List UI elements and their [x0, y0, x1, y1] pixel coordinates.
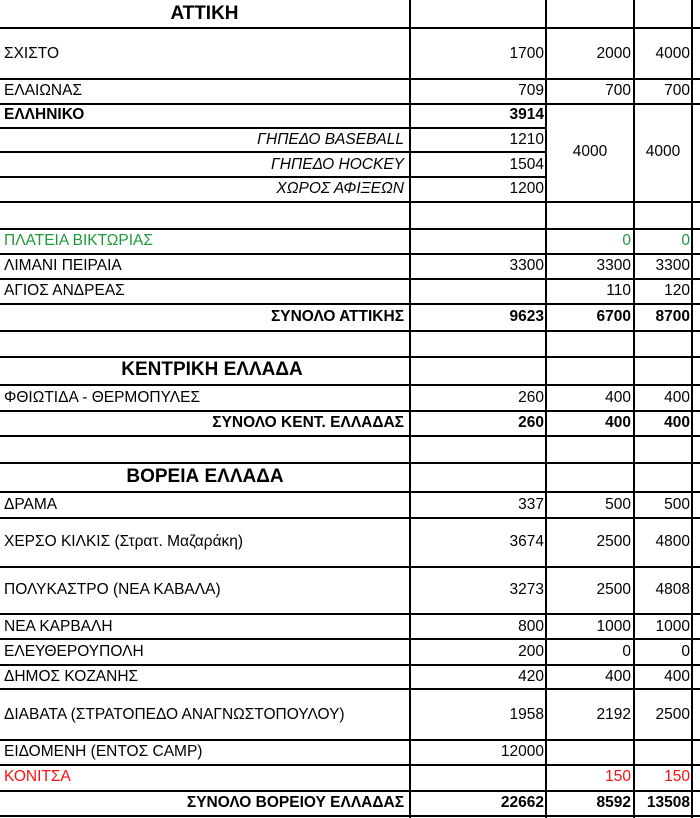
cell-value: 4000	[655, 45, 690, 62]
cell-value: 150	[664, 768, 690, 785]
cell-value: 0	[622, 643, 631, 660]
row-label: ΠΛΑΤΕΙΑ ΒΙΚΤΩΡΙΑΣ	[4, 232, 153, 249]
cell-value: 3914	[509, 106, 544, 123]
sub-row-label: ΓΗΠΕΔΟ HOCKEY	[270, 156, 404, 173]
section-header-voreia: ΒΟΡΕΙΑ ΕΛΛΑΔΑ	[126, 466, 284, 487]
grid-line	[0, 462, 700, 464]
total-value: 6700	[596, 308, 631, 325]
grid-line	[0, 491, 700, 493]
sub-row-label: ΓΗΠΕΔΟ BASEBALL	[257, 131, 404, 148]
grid-line	[0, 78, 700, 80]
total-label: ΣΥΝΟΛΟ ΚΕΝΤ. ΕΛΛΑΔΑΣ	[212, 414, 404, 431]
cell-value: 400	[605, 389, 631, 406]
cell-value: 1700	[509, 45, 544, 62]
merged-cell-value: 4000	[645, 143, 681, 160]
cell-value: 150	[605, 768, 631, 785]
cell-value: 709	[518, 82, 544, 99]
grid-line	[0, 739, 700, 741]
row-label: ΠΟΛΥΚΑΣΤΡΟ (ΝΕΑ ΚΑΒΑΛΑ)	[4, 581, 221, 598]
row-label: ΔΙΑΒΑΤΑ (ΣΤΡΑΤΟΠΕΔΟ ΑΝΑΓΝΩΣΤΟΠΟΥΛΟΥ)	[4, 706, 345, 723]
cell-value: 0	[681, 232, 690, 249]
cell-value: 120	[664, 282, 690, 299]
total-value: 8592	[596, 794, 631, 811]
grid-line	[0, 253, 700, 255]
row-label: ΑΓΙΟΣ ΑΝΔΡΕΑΣ	[4, 282, 125, 299]
row-label: ΕΛΛΗΝΙΚΟ	[4, 106, 85, 123]
grid-line	[545, 0, 547, 818]
row-label: ΕΙΔΟΜΕΝΗ (ΕΝΤΟΣ CAMP)	[4, 743, 203, 760]
cell-value: 4808	[655, 581, 690, 598]
cell-value: 3300	[509, 257, 544, 274]
cell-value: 1000	[596, 618, 631, 635]
cell-value: 3300	[596, 257, 631, 274]
row-label: ΔΗΜΟΣ ΚΟΖΑΝΗΣ	[4, 668, 139, 685]
cell-value: 2500	[596, 533, 631, 550]
total-value: 22662	[500, 794, 544, 811]
grid-line	[0, 228, 700, 230]
total-label: ΣΥΝΟΛΟ ΑΤΤΙΚΗΣ	[270, 308, 404, 325]
cell-value: 1200	[509, 180, 544, 197]
total-label: ΣΥΝΟΛΟ ΒΟΡΕΙΟΥ ΕΛΛΑΔΑΣ	[186, 794, 404, 811]
cell-value: 400	[605, 668, 631, 685]
total-value: 13508	[646, 794, 690, 811]
grid-line	[0, 303, 700, 305]
cell-value: 110	[606, 282, 631, 299]
grid-line	[0, 764, 700, 766]
cell-value: 2000	[596, 45, 631, 62]
cell-value: 1958	[509, 706, 544, 723]
total-value: 8700	[655, 308, 690, 325]
grid-line	[0, 664, 700, 666]
section-header-kentriki: ΚΕΝΤΡΙΚΗ ΕΛΛΑΔΑ	[121, 359, 303, 380]
grid-line	[633, 0, 635, 818]
row-label: ΦΘΙΩΤΙΔΑ - ΘΕΡΜΟΠΥΛΕΣ	[4, 389, 201, 406]
cell-value: 500	[664, 496, 690, 513]
grid-line	[0, 103, 700, 105]
grid-line	[0, 638, 700, 640]
sub-row-label: ΧΩΡΟΣ ΑΦΙΞΕΩΝ	[276, 180, 404, 197]
grid-line	[0, 151, 547, 153]
cell-value: 3674	[509, 533, 544, 550]
cell-value: 1210	[509, 131, 544, 148]
grid-line	[0, 410, 700, 412]
grid-line	[0, 356, 700, 358]
grid-line	[0, 688, 700, 690]
cell-value: 2500	[655, 706, 690, 723]
row-label: ΚΟΝΙΤΣΑ	[4, 768, 71, 785]
row-label: ΧΕΡΣΟ ΚΙΛΚΙΣ (Στρατ. Μαζαράκη)	[4, 533, 244, 550]
row-label: ΕΛΕΥΘΕΡΟΥΠΟΛΗ	[4, 643, 144, 660]
cell-value: 700	[605, 82, 631, 99]
grid-line	[0, 517, 700, 519]
grid-line	[0, 435, 700, 437]
grid-line	[0, 815, 700, 817]
grid-line	[0, 790, 700, 792]
row-label: ΕΛΑΙΩΝΑΣ	[4, 82, 83, 99]
total-value: 400	[664, 414, 690, 431]
cell-value: 1504	[509, 156, 544, 173]
grid-line	[0, 278, 700, 280]
cell-value: 0	[681, 643, 690, 660]
grid-line	[0, 127, 547, 129]
cell-value: 3273	[509, 581, 544, 598]
cell-value: 3300	[655, 257, 690, 274]
total-value: 260	[518, 414, 544, 431]
cell-value: 260	[518, 389, 544, 406]
cell-value: 200	[518, 643, 544, 660]
merged-cell-value: 4000	[572, 143, 608, 160]
total-value: 9623	[509, 308, 544, 325]
grid-line	[0, 330, 700, 332]
cell-value: 0	[622, 232, 631, 249]
cell-value: 1000	[655, 618, 690, 635]
grid-line	[0, 613, 700, 615]
cell-value: 500	[605, 496, 631, 513]
grid-line	[0, 176, 547, 178]
cell-value: 12000	[500, 743, 544, 760]
row-label: ΛΙΜΑΝΙ ΠΕΙΡΑΙΑ	[4, 257, 122, 274]
row-label: ΣΧΙΣΤΟ	[4, 45, 60, 62]
total-value: 400	[605, 414, 631, 431]
cell-value: 337	[518, 496, 544, 513]
cell-value: 700	[664, 82, 690, 99]
cell-value: 800	[518, 618, 544, 635]
grid-line	[0, 27, 700, 29]
cell-value: 4800	[655, 533, 690, 550]
row-label: ΔΡΑΜΑ	[4, 496, 58, 513]
grid-line	[0, 384, 700, 386]
cell-value: 400	[664, 389, 690, 406]
section-header-attiki: ΑΤΤΙΚΗ	[170, 3, 239, 24]
cell-value: 400	[664, 668, 690, 685]
cell-value: 2192	[596, 706, 631, 723]
cell-value: 420	[518, 668, 544, 685]
cell-value: 2500	[596, 581, 631, 598]
row-label: ΝΕΑ ΚΑΡΒΑΛΗ	[4, 618, 113, 635]
grid-line	[691, 0, 693, 818]
grid-line	[0, 201, 700, 203]
grid-line	[0, 566, 700, 568]
